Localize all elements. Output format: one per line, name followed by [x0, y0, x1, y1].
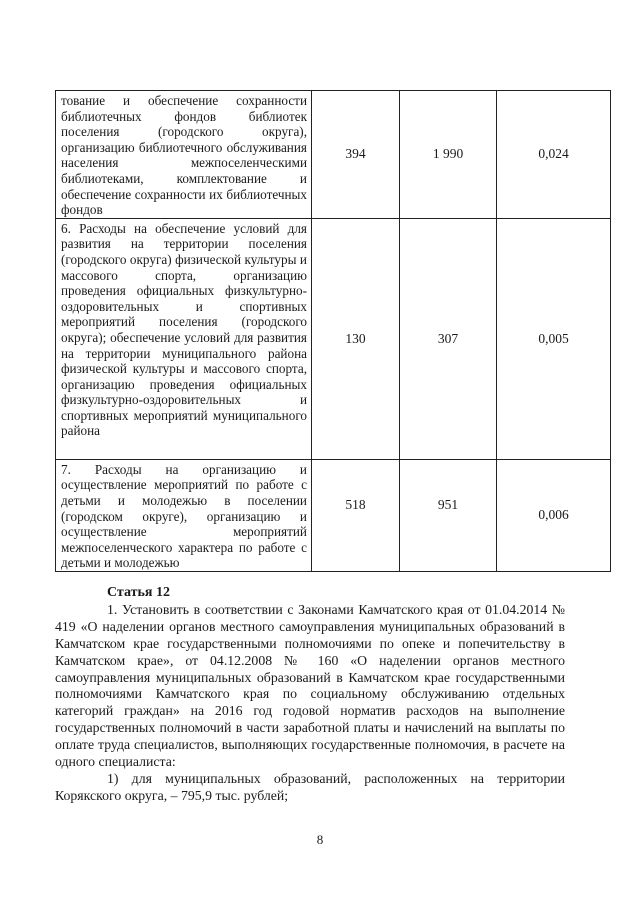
row-value-col4: 0,024: [538, 146, 569, 162]
article-section: [55, 585, 565, 805]
table-row: [56, 218, 611, 459]
article-paragraph-1: 1. Установить в соответствии с Законами Камчатского края от 01.04.2014 № 419 «О наделении органов местного самоуправления муниципальных образований в Камчатском крае государственными полномочиями по опеке и попечительству в Камчатском крае», от 04.12.2008 № 160 «О наделении органов местного самоуправления муниципальных образований в Камчатском крае государственными полномочиями Камчатского края по социальному обслуживанию отдельных категорий граждан» на 2016 год годовой норматив расходов на выполнение государственных полномочий в части заработной платы и начислений на выплаты по оплате труда специалистов, выполняющих государственные полномочия, в расчете на одного специалиста:: [55, 601, 565, 770]
row-value-col3: 951: [437, 497, 459, 513]
row-value-col2: 130: [345, 330, 366, 346]
row-description: тование и обеспечение сохранности библиотечных фондов библиотек поселения (городского округа), организацию библиотечного обслуживания населения межпоселенческими библиотеками, комплектование и обеспечение сохранности их библиотечных фондов: [56, 91, 312, 219]
page-number: 8: [316, 832, 324, 847]
row-description: 7. Расходы на организацию и осуществление мероприятий по работе с детьми и молодежью в поселении (городском округе), организацию и осуществление мероприятий межпоселенческого характера по работе с детьми и молодежью: [56, 459, 312, 571]
row-value-col3: 307: [437, 330, 459, 346]
row-value-col4: 0,005: [538, 330, 569, 346]
table-row: [56, 459, 611, 571]
row-value-col4: 0,006: [538, 507, 569, 523]
row-description: 6. Расходы на обеспечение условий для развития на территории поселения (городского округа) физической культуры и массового спорта, организацию проведения официальных физкультурно-оздоровительных и спортивных мероприятий поселения (городского округа); обеспечение условий для развития на территории муниципального района физической культуры и массового спорта, организацию проведения официальных физкультурно-оздоровительных и спортивных мероприятий муниципального района: [56, 218, 312, 459]
row-value-col2: 518: [345, 497, 366, 513]
article-paragraph-2: 1) для муниципальных образований, расположенных на территории Корякского округа, – 795,9 тыс. рублей;: [55, 770, 565, 803]
article-title: Статья 12: [107, 585, 170, 600]
table-row: [56, 91, 611, 219]
row-value-col2: 394: [345, 146, 366, 162]
row-value-col3: 1 990: [432, 146, 464, 162]
budget-table: [55, 90, 611, 572]
